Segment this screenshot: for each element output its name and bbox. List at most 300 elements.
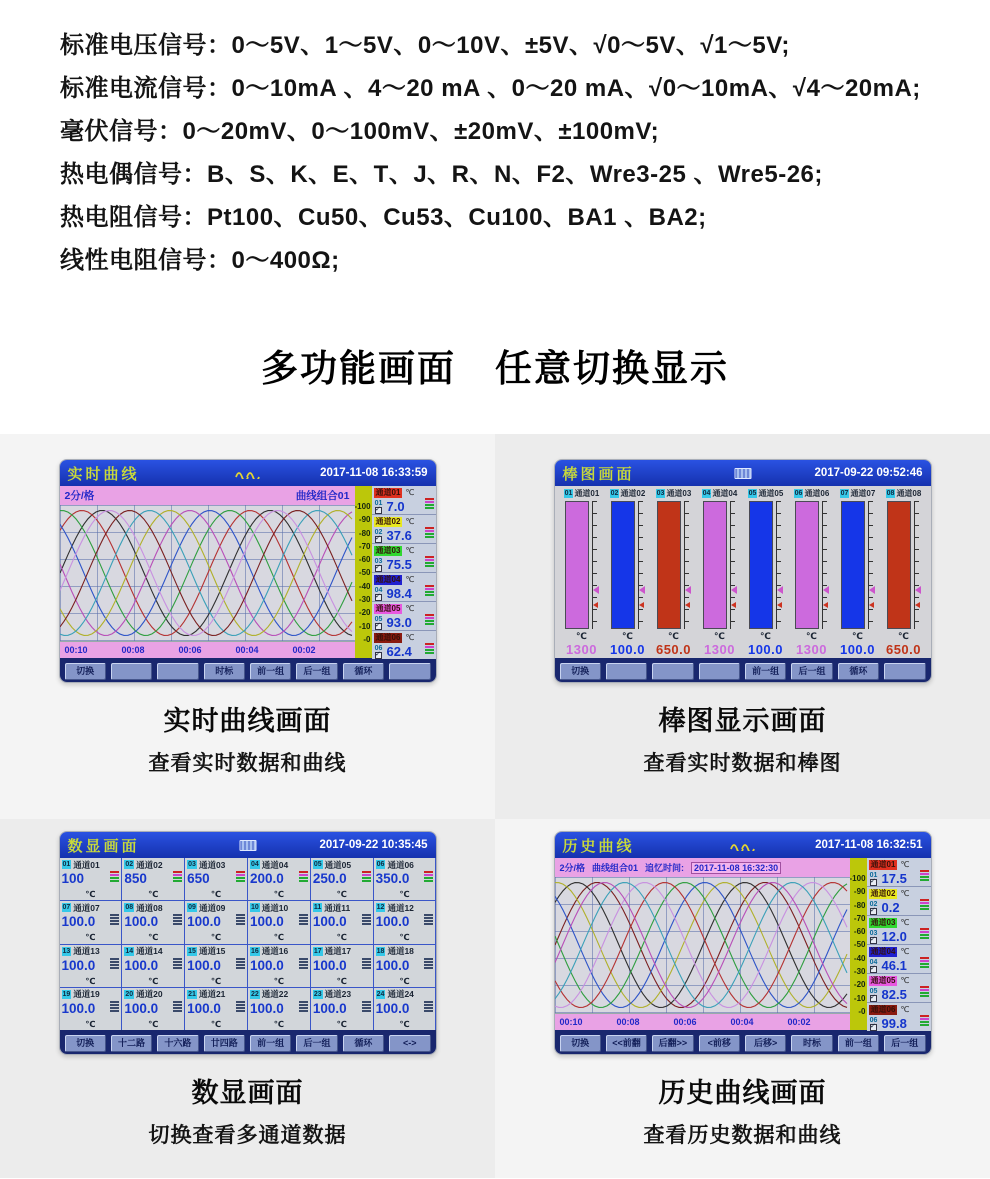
screen-header bbox=[60, 460, 436, 486]
channel-value: 82.5 bbox=[881, 987, 907, 1002]
channel-id: 06 bbox=[869, 1016, 878, 1024]
list-stripes-icon bbox=[362, 914, 371, 926]
channel-unit: ℃ bbox=[900, 860, 910, 869]
recall-time-label: 追忆时间: bbox=[645, 863, 685, 873]
channel-value: 100 bbox=[61, 871, 85, 886]
channel-unit: ℃ bbox=[900, 976, 910, 985]
bar-value: 1300 bbox=[796, 642, 827, 657]
softkey-button[interactable]: 前一组 bbox=[745, 663, 786, 680]
channel-name: 通道17 bbox=[324, 946, 352, 956]
bar bbox=[749, 501, 773, 629]
list-stripes-icon bbox=[425, 643, 434, 655]
screen-datetime: 2017-11-08 16:32:51 bbox=[815, 839, 923, 851]
softkey-bar bbox=[555, 658, 931, 683]
channel-unit: ℃ bbox=[85, 932, 96, 943]
channel-unit: ℃ bbox=[336, 1018, 347, 1029]
softkey-button[interactable]: 后翻>> bbox=[652, 1035, 693, 1052]
softkey-button[interactable]: 循环 bbox=[838, 663, 879, 680]
checkbox-icon[interactable] bbox=[870, 1024, 877, 1031]
softkey-button[interactable]: 前一组 bbox=[250, 663, 291, 680]
list-stripes-icon bbox=[110, 958, 119, 970]
softkey-button[interactable]: 后一组 bbox=[296, 1035, 337, 1052]
channel-id-badge: 18 bbox=[376, 947, 385, 955]
bar-channel bbox=[743, 487, 789, 658]
x-axis-label: 00:08 bbox=[616, 1017, 640, 1027]
channel-id-badge: 16 bbox=[250, 947, 259, 955]
checkbox-icon[interactable] bbox=[375, 565, 382, 572]
softkey-button[interactable]: 时标 bbox=[791, 1035, 832, 1052]
channel-id: 02 bbox=[374, 528, 383, 536]
bar bbox=[795, 501, 819, 629]
channel-unit: ℃ bbox=[148, 889, 159, 899]
list-stripes-icon bbox=[173, 914, 182, 926]
y-scale bbox=[850, 858, 867, 1030]
channel-cell bbox=[185, 945, 247, 987]
channel-id-badge: 07 bbox=[840, 489, 849, 497]
channel-name: 通道02 bbox=[136, 859, 163, 870]
alarm-marker-icon bbox=[639, 602, 644, 608]
screen-datetime: 2017-09-22 09:52:46 bbox=[814, 467, 923, 479]
channel-unit: ℃ bbox=[148, 975, 159, 986]
channel-name-chip: 通道02 bbox=[870, 888, 896, 898]
list-stripes-icon bbox=[173, 871, 182, 883]
softkey-button[interactable]: 廿四路 bbox=[204, 1035, 245, 1052]
channel-cell bbox=[248, 858, 310, 900]
channel-cell bbox=[122, 858, 184, 900]
list-stripes-icon bbox=[425, 614, 434, 626]
channel-id: 04 bbox=[869, 958, 878, 966]
channel-value: 250.0 bbox=[312, 871, 347, 886]
channel-value: 100.0 bbox=[124, 1000, 159, 1016]
channel-name: 通道14 bbox=[136, 946, 163, 956]
signal-spec-list bbox=[0, 0, 990, 282]
channel-cell bbox=[185, 901, 247, 943]
realtime-curve-screen bbox=[59, 459, 437, 683]
checkbox-icon[interactable] bbox=[375, 536, 382, 543]
screen-title: 数显画面 bbox=[67, 837, 140, 855]
bar-channel bbox=[651, 487, 697, 658]
channel-unit: ℃ bbox=[399, 889, 410, 899]
channel-unit: ℃ bbox=[900, 1005, 910, 1014]
channel-value: 100.0 bbox=[249, 1000, 284, 1016]
quadrant-realtime bbox=[0, 434, 495, 819]
channel-cell bbox=[374, 945, 436, 987]
channel-id-badge: 03 bbox=[188, 861, 196, 868]
channel-cell bbox=[122, 988, 184, 1030]
screen-body bbox=[555, 486, 931, 658]
softkey-button[interactable]: 后一组 bbox=[884, 1035, 925, 1052]
channel-cell bbox=[122, 901, 184, 943]
softkey-button[interactable]: <<前翻 bbox=[606, 1035, 647, 1052]
alarm-marker-icon bbox=[869, 602, 874, 608]
channel-unit: ℃ bbox=[405, 575, 415, 584]
channel-id-badge: 04 bbox=[702, 489, 711, 497]
softkey-button[interactable] bbox=[111, 663, 152, 680]
channel-item bbox=[867, 887, 931, 916]
channel-unit: ℃ bbox=[900, 947, 910, 956]
channel-item bbox=[867, 858, 931, 887]
screen-header bbox=[555, 460, 931, 486]
screen-header bbox=[60, 832, 436, 858]
bargraph-screen bbox=[554, 459, 932, 683]
channel-name-chip: 通道05 bbox=[870, 975, 896, 985]
time-axis bbox=[60, 642, 355, 658]
scale-tick: - 20 bbox=[850, 981, 866, 989]
panel-caption: 历史曲线画面 bbox=[658, 1078, 827, 1108]
channel-unit: ℃ bbox=[405, 604, 415, 613]
x-axis-label: 00:02 bbox=[787, 1017, 811, 1027]
bar bbox=[611, 501, 635, 629]
curve-group-label: 曲线组合01 bbox=[592, 863, 639, 873]
channel-item bbox=[372, 573, 436, 602]
scale-tick: - 50 bbox=[355, 569, 371, 577]
channel-cell bbox=[185, 858, 247, 900]
channel-name: 通道23 bbox=[324, 989, 352, 1000]
scale-tick: - 60 bbox=[355, 556, 371, 564]
channel-id-badge: 07 bbox=[62, 904, 71, 912]
list-stripes-icon bbox=[424, 871, 433, 883]
channel-name: 通道06 bbox=[387, 859, 414, 870]
channel-value: 100.0 bbox=[312, 957, 347, 973]
channel-id: 03 bbox=[374, 557, 383, 565]
alarm-marker-icon bbox=[823, 602, 828, 608]
checkbox-icon[interactable] bbox=[375, 507, 382, 514]
channel-value: 46.1 bbox=[881, 958, 907, 973]
channel-name: 通道01 bbox=[73, 859, 100, 870]
bar-unit: ℃ bbox=[714, 631, 725, 641]
channel-name: 通道16 bbox=[261, 946, 289, 956]
channel-name: 通道09 bbox=[198, 902, 226, 913]
scale-tick: - 70 bbox=[850, 915, 866, 923]
channel-name: 通道03 bbox=[198, 859, 226, 870]
channel-id-badge: 01 bbox=[62, 861, 71, 868]
channel-value: 350.0 bbox=[375, 871, 410, 886]
bar-unit: ℃ bbox=[898, 631, 909, 641]
softkey-button[interactable] bbox=[157, 663, 198, 680]
channel-name-chip: 通道06 bbox=[870, 1004, 896, 1014]
bar-value: 1300 bbox=[566, 642, 597, 657]
bar-value: 650.0 bbox=[655, 642, 692, 657]
channel-unit: ℃ bbox=[85, 1018, 96, 1029]
alarm-marker-icon bbox=[731, 602, 736, 608]
channel-id-badge: 21 bbox=[188, 990, 196, 998]
softkey-bar bbox=[555, 1030, 931, 1055]
x-axis-label: 00:08 bbox=[121, 645, 145, 655]
checkbox-icon[interactable] bbox=[375, 594, 382, 601]
channel-value: 650 bbox=[187, 871, 210, 886]
channel-id-badge: 12 bbox=[376, 904, 385, 912]
scale-tick: - 0 bbox=[850, 1008, 866, 1016]
channel-id-badge: 06 bbox=[794, 489, 803, 497]
checkbox-icon[interactable] bbox=[870, 995, 877, 1002]
channel-cell bbox=[185, 988, 247, 1030]
realtime-curve-chart bbox=[60, 505, 355, 642]
scale-tick: - 40 bbox=[355, 583, 371, 591]
checkbox-icon[interactable] bbox=[375, 623, 382, 630]
checkbox-icon[interactable] bbox=[375, 652, 382, 659]
channel-name: 通道02 bbox=[620, 488, 646, 498]
softkey-button[interactable]: 后一组 bbox=[296, 663, 337, 680]
softkey-button[interactable]: 十二路 bbox=[111, 1035, 152, 1052]
channel-name: 通道22 bbox=[261, 989, 289, 1000]
channel-unit: ℃ bbox=[273, 932, 285, 943]
channel-name-chip: 通道02 bbox=[375, 516, 401, 526]
scale-tick: - 40 bbox=[850, 955, 866, 963]
bar-channel bbox=[697, 487, 743, 658]
softkey-button[interactable]: 时标 bbox=[204, 663, 245, 680]
bar-unit: ℃ bbox=[576, 631, 587, 641]
scale-tick: - 50 bbox=[850, 941, 866, 949]
list-stripes-icon bbox=[920, 957, 929, 969]
list-stripes-icon bbox=[920, 928, 929, 940]
channel-cell bbox=[374, 901, 436, 943]
softkey-button[interactable]: 后移> bbox=[745, 1035, 786, 1052]
list-stripes-icon bbox=[425, 498, 434, 510]
channel-value: 100.0 bbox=[312, 1000, 347, 1016]
channel-name-chip: 通道05 bbox=[375, 603, 401, 613]
list-stripes-icon bbox=[424, 1001, 433, 1013]
channel-value: 100.0 bbox=[312, 914, 347, 930]
channel-id-badge: 22 bbox=[250, 990, 259, 998]
channel-value: 100.0 bbox=[375, 957, 410, 973]
channel-id: 05 bbox=[374, 615, 383, 623]
scale-tick: - 10 bbox=[355, 623, 371, 631]
channel-cell bbox=[60, 945, 122, 987]
scale-tick: - 80 bbox=[355, 530, 371, 538]
bar-value: 100.0 bbox=[839, 642, 876, 657]
bar-channel bbox=[605, 487, 651, 658]
channel-id: 05 bbox=[869, 987, 878, 995]
channel-unit: ℃ bbox=[210, 975, 222, 986]
channel-unit: ℃ bbox=[148, 1018, 159, 1029]
bar-channel bbox=[559, 487, 605, 658]
softkey-button[interactable]: 循环 bbox=[343, 1035, 384, 1052]
channel-item bbox=[867, 1003, 931, 1031]
list-stripes-icon bbox=[424, 914, 433, 926]
screen-title: 历史曲线 bbox=[562, 837, 635, 855]
channel-name: 通道07 bbox=[73, 902, 100, 913]
softkey-button[interactable]: 前一组 bbox=[838, 1035, 879, 1052]
list-stripes-icon bbox=[173, 1001, 182, 1013]
channel-cell bbox=[374, 858, 436, 900]
recall-time-value: 2017-11-08 16:32:30 bbox=[691, 862, 781, 874]
softkey-button[interactable]: 切换 bbox=[65, 1035, 106, 1052]
history-curve-screen bbox=[554, 831, 932, 1055]
channel-name-chip: 通道04 bbox=[870, 946, 896, 956]
channel-id-badge: 09 bbox=[188, 904, 196, 912]
channel-id-badge: 19 bbox=[62, 990, 71, 998]
bar-scale-ticks bbox=[822, 501, 828, 629]
channel-id-badge: 14 bbox=[125, 947, 134, 955]
checkbox-icon[interactable] bbox=[870, 966, 877, 973]
bar-value: 100.0 bbox=[747, 642, 784, 657]
channel-cell bbox=[122, 945, 184, 987]
list-stripes-icon bbox=[236, 871, 245, 883]
scale-tick: - 0 bbox=[355, 636, 371, 644]
channel-name: 通道15 bbox=[198, 946, 226, 956]
softkey-button[interactable]: 切换 bbox=[65, 663, 106, 680]
channel-value: 62.4 bbox=[386, 644, 412, 659]
list-stripes-icon bbox=[110, 914, 119, 926]
channel-value: 200.0 bbox=[249, 871, 284, 886]
list-stripes-icon bbox=[299, 1001, 308, 1013]
list-stripes-icon bbox=[173, 958, 182, 970]
channel-value: 7.0 bbox=[386, 499, 405, 514]
channel-id-badge: 02 bbox=[125, 861, 134, 868]
softkey-button[interactable]: 循环 bbox=[343, 663, 384, 680]
panel-caption: 数显画面 bbox=[191, 1078, 304, 1108]
grid-logo-icon bbox=[239, 840, 256, 851]
channel-unit: ℃ bbox=[405, 488, 415, 497]
softkey-button[interactable] bbox=[389, 663, 430, 680]
panel-subcaption: 查看实时数据和棒图 bbox=[643, 752, 842, 775]
channel-value: 100.0 bbox=[187, 1000, 221, 1016]
softkey-button[interactable]: <-> bbox=[389, 1035, 430, 1052]
scale-tick: - 80 bbox=[850, 902, 866, 910]
scale-tick: - 60 bbox=[850, 928, 866, 936]
channel-unit: ℃ bbox=[210, 889, 222, 899]
channel-cell bbox=[311, 901, 373, 943]
bar-channel bbox=[789, 487, 835, 658]
channel-name: 通道05 bbox=[324, 859, 352, 870]
softkey-button[interactable] bbox=[652, 663, 693, 680]
list-stripes-icon bbox=[920, 1015, 929, 1027]
screen-showcase bbox=[0, 434, 990, 1178]
channel-id: 04 bbox=[374, 586, 383, 594]
x-axis-label: 00:10 bbox=[64, 645, 88, 655]
channel-name: 通道24 bbox=[387, 989, 414, 1000]
panel-subcaption: 查看历史数据和曲线 bbox=[643, 1124, 842, 1147]
channel-name: 通道20 bbox=[136, 989, 163, 1000]
spec-line: 热电偶信号：B、S、K、E、T、J、R、N、F2、Wre3-25 、Wre5-26; bbox=[60, 161, 823, 188]
channel-value: 100.0 bbox=[375, 914, 410, 930]
channel-unit: ℃ bbox=[900, 889, 910, 898]
screen-title: 棒图画面 bbox=[562, 465, 635, 483]
softkey-button[interactable] bbox=[699, 663, 740, 680]
channel-item bbox=[372, 602, 436, 631]
channel-unit: ℃ bbox=[273, 1018, 285, 1029]
time-axis bbox=[555, 1014, 850, 1030]
channel-name: 通道12 bbox=[387, 902, 414, 913]
channel-name: 通道04 bbox=[261, 859, 289, 870]
channel-name: 通道18 bbox=[387, 946, 414, 956]
screen-body bbox=[60, 486, 436, 658]
spec-line: 线性电阻信号：0～400Ω; bbox=[60, 247, 340, 274]
channel-name: 通道08 bbox=[896, 488, 922, 498]
checkbox-icon[interactable] bbox=[870, 908, 877, 915]
channel-value: 99.8 bbox=[881, 1016, 907, 1031]
channel-id-badge: 24 bbox=[376, 990, 385, 998]
channel-name-chip: 通道01 bbox=[870, 859, 896, 869]
channel-name: 通道03 bbox=[666, 488, 692, 498]
channel-value: 100.0 bbox=[61, 914, 96, 930]
curve-group-label: 曲线组合01 bbox=[295, 490, 350, 502]
alarm-marker-icon bbox=[685, 602, 690, 608]
channel-id-badge: 23 bbox=[313, 990, 322, 998]
bar-scale-ticks bbox=[776, 501, 782, 629]
channel-value: 12.0 bbox=[881, 929, 907, 944]
channel-id-badge: 08 bbox=[125, 904, 134, 912]
channel-cell bbox=[311, 988, 373, 1030]
x-axis-label: 00:02 bbox=[292, 645, 316, 655]
channel-cell bbox=[248, 945, 310, 987]
channel-name: 通道06 bbox=[804, 488, 830, 498]
bar-unit: ℃ bbox=[668, 631, 679, 641]
channel-name-chip: 通道04 bbox=[375, 574, 401, 584]
channel-name: 通道01 bbox=[574, 488, 600, 498]
x-axis-label: 00:10 bbox=[559, 1017, 583, 1027]
chart-info-strip bbox=[60, 486, 355, 505]
channel-id-badge: 13 bbox=[62, 947, 71, 955]
channel-item bbox=[867, 916, 931, 945]
channel-unit: ℃ bbox=[405, 633, 415, 642]
list-stripes-icon bbox=[425, 585, 434, 597]
channel-unit: ℃ bbox=[405, 546, 415, 555]
channel-unit: ℃ bbox=[399, 932, 410, 943]
softkey-bar bbox=[60, 1030, 436, 1055]
screen-title: 实时曲线 bbox=[67, 465, 140, 483]
softkey-button[interactable]: 后一组 bbox=[791, 663, 832, 680]
channel-id-badge: 03 bbox=[656, 489, 665, 497]
channel-id-badge: 01 bbox=[564, 489, 573, 497]
scale-tick: - 10 bbox=[850, 995, 866, 1003]
channel-value: 0.2 bbox=[881, 900, 900, 915]
scale-tick: - 90 bbox=[850, 888, 866, 896]
channel-cell bbox=[248, 901, 310, 943]
softkey-button[interactable]: 切换 bbox=[560, 1035, 601, 1052]
interval-label: 2分/格 bbox=[64, 490, 95, 502]
softkey-button[interactable]: 十六路 bbox=[157, 1035, 198, 1052]
list-stripes-icon bbox=[920, 870, 929, 882]
bar-unit: ℃ bbox=[852, 631, 863, 641]
channel-item bbox=[372, 486, 436, 515]
checkbox-icon[interactable] bbox=[870, 879, 877, 886]
spec-line: 标准电流信号：0～10mA 、4～20 mA 、0～20 mA、√0～10mA、√4～20mA; bbox=[60, 75, 921, 102]
alarm-marker-icon bbox=[777, 602, 782, 608]
softkey-button[interactable] bbox=[884, 663, 925, 680]
checkbox-icon[interactable] bbox=[870, 937, 877, 944]
bar-unit: ℃ bbox=[622, 631, 633, 641]
bar-unit: ℃ bbox=[760, 631, 771, 641]
list-stripes-icon bbox=[920, 986, 929, 998]
channel-value: 75.5 bbox=[386, 557, 412, 572]
bar-chart bbox=[555, 486, 931, 658]
channel-grid bbox=[60, 858, 436, 1030]
channel-unit: ℃ bbox=[273, 975, 285, 986]
channel-value: 98.4 bbox=[386, 586, 412, 601]
channel-item bbox=[372, 515, 436, 544]
bar bbox=[841, 501, 865, 629]
softkey-button[interactable]: 前一组 bbox=[250, 1035, 291, 1052]
softkey-button[interactable]: <前移 bbox=[699, 1035, 740, 1052]
channel-id: 03 bbox=[869, 929, 878, 937]
softkey-button[interactable]: 切换 bbox=[560, 663, 601, 680]
softkey-bar bbox=[60, 658, 436, 683]
list-stripes-icon bbox=[424, 958, 433, 970]
softkey-button[interactable] bbox=[606, 663, 647, 680]
scale-tick: - 30 bbox=[355, 596, 371, 604]
x-axis-label: 00:04 bbox=[235, 645, 259, 655]
channel-unit: ℃ bbox=[900, 918, 910, 927]
spec-line: 标准电压信号：0～5V、1～5V、0～10V、±5V、√0～5V、√1～5V; bbox=[60, 32, 790, 59]
bar-scale-ticks bbox=[638, 501, 644, 629]
list-stripes-icon bbox=[425, 556, 434, 568]
bar-value: 650.0 bbox=[885, 642, 922, 657]
channel-item bbox=[867, 945, 931, 974]
quadrant-digital bbox=[0, 819, 495, 1178]
screen-datetime: 2017-09-22 10:35:45 bbox=[319, 839, 428, 851]
channel-name: 通道08 bbox=[136, 902, 163, 913]
